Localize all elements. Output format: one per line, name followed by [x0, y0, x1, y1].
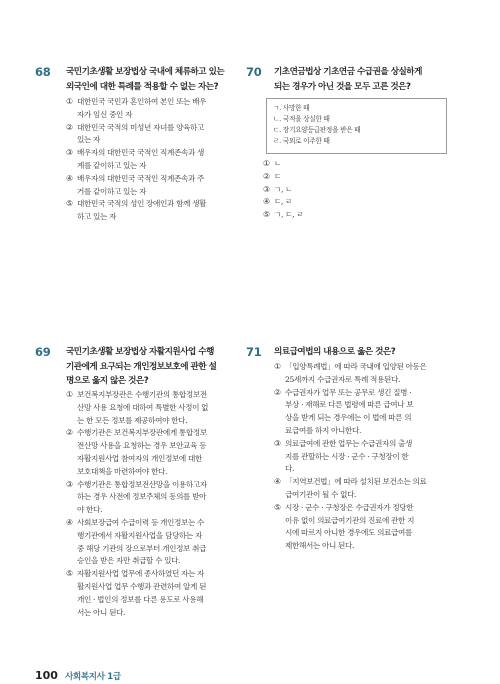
- question-number: 71: [246, 345, 262, 359]
- option-5[interactable]: ⑤ 대한민국 국적의 성인 장애인과 함께 생활 하고 있는 자: [66, 199, 207, 222]
- question-number: 68: [35, 65, 51, 79]
- option-4[interactable]: ④ 사회보장급여 수급이력 등 개인정보는 수 행기관에서 자활지원사업을 담당하는 자 중 해당 기관의 장으로부터 개인정보 취급 승인을 받은 자만 취급할 수 있다.: [66, 517, 207, 566]
- page-footer: [35, 664, 121, 683]
- choice-box: ㄱ. 사망한 때 ㄴ. 국적을 상실한 때 ㄷ. 장기요양등급판정을 받은 때 ㄹ. 국외로 이주한 때: [266, 98, 447, 154]
- question-69: [35, 345, 245, 617]
- question-71: [246, 345, 466, 565]
- option-1[interactable]: ① 대한민국 국민과 혼인하여 본인 또는 배우 자가 임신 중인 자: [66, 97, 207, 119]
- options: [263, 158, 383, 222]
- subject-title: 사회복지사 1급: [65, 672, 121, 682]
- question-number: 70: [246, 65, 262, 79]
- option-5[interactable]: ⑤ 자활지원사업 업무에 종사하였던 자는 자 활지원사업 업무 수행과 관련하여 알게 된 개인 · 법인의 정보를 다른 용도로 사용해 서는 아니 된다.: [66, 569, 207, 617]
- options: [274, 361, 464, 553]
- page-number: 100: [35, 669, 58, 682]
- option-2[interactable]: ② 수급권자가 업무 또는 공무로 생긴 질병 · 부상 · 재해로 다른 법령에 따른 급여나 보 상을 받게 되는 경우에는 이 법에 따른 의 료급여를 하지 아니한다.: [274, 387, 414, 435]
- options: [66, 389, 251, 619]
- option-5[interactable]: ⑤ 시장 · 군수 · 구청장은 수급권자가 정당한 이유 없이 의료급여기관의 진료에 관한 지 시에 따르지 아니한 경우에도 의료급여를 제한해서는 아니 된다.: [274, 502, 415, 551]
- option-2[interactable]: ② 대한민국 국적의 미성년 자녀를 양육하고 있는 자: [66, 122, 205, 145]
- option-3[interactable]: ③ 수행기관은 통합정보전산망을 이용하고자 하는 경우 사전에 정보주체의 동의를 받아 야 한다.: [66, 479, 207, 515]
- option-4[interactable]: ④ ㄷ, ㄹ: [263, 197, 293, 207]
- question-70: [246, 65, 466, 225]
- option-2[interactable]: ② ㄷ: [263, 171, 281, 181]
- option-1[interactable]: ① ㄴ: [263, 159, 281, 168]
- option-1[interactable]: ① 「입양특례법」에 따라 국내에 입양된 아동은 25세까지 수급권자로 특례 적용된다.: [274, 362, 427, 384]
- option-4[interactable]: ④ 배우자의 대한민국 국적인 직계존속과 주 거를 같이하고 있는 자: [66, 173, 205, 196]
- option-3[interactable]: ③ ㄱ, ㄴ: [263, 184, 293, 194]
- option-5[interactable]: ⑤ ㄱ, ㄷ, ㄹ: [263, 210, 304, 220]
- options: [66, 96, 251, 224]
- option-3[interactable]: ③ 배우자의 대한민국 국적인 직계존속과 생 계를 같이하고 있는 자: [66, 148, 205, 170]
- option-3[interactable]: ③ 의료급여에 관한 업무는 수급권자의 출생 지를 관할하는 시장 · 군수 · 구청장이 한 다.: [274, 438, 413, 474]
- option-4[interactable]: ④ 「지역보건법」에 따라 설치된 보건소는 의료 급여기관이 될 수 없다.: [274, 477, 427, 499]
- question-stem: 국민기초생활 보장법상 자활지원사업 수행 기관에게 요구되는 개인정보보호에 관한 설 명으로 옳지 않은 것은?: [66, 347, 217, 387]
- question-stem: 의료급여법의 내용으로 옳은 것은?: [274, 347, 396, 357]
- question-number: 69: [35, 345, 51, 359]
- question-68: [35, 65, 245, 245]
- option-2[interactable]: ② 수행기관은 보건복지부장관에게 통합정보 전산망 사용을 요청하는 경우 보안교육 등 자활지원사업 참여자의 개인정보에 대한 보호대책을 마련하여야 한다.: [66, 428, 207, 476]
- option-1[interactable]: ① 보건복지부장관은 수행기관의 통합정보전 산망 사용 요청에 대하여 특별한 사정이 없 는 한 모든 정보를 제공하여야 한다.: [66, 390, 209, 425]
- question-stem: 국민기초생활 보장법상 국내에 체류하고 있는 외국인에 대한 특례를 적용할 수 없는 자는?: [66, 67, 225, 92]
- question-stem: 기초연금법상 기초연금 수급권을 상실하게 되는 경우가 아닌 것을 모두 고른 것은?: [274, 67, 422, 92]
